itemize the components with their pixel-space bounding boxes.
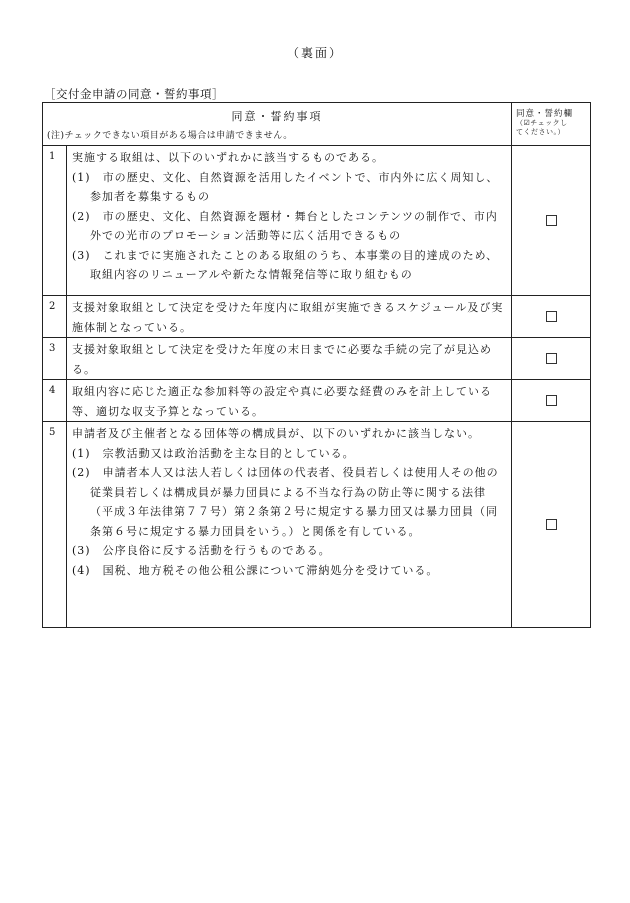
- row-content: [67, 296, 512, 338]
- check-cell: [512, 296, 591, 338]
- table-row: [43, 338, 591, 380]
- table-row: [43, 380, 591, 422]
- row-lead-text: 申請者及び主催者となる団体等の構成員が、以下のいずれかに該当しない。: [72, 427, 480, 440]
- row-number: 2: [43, 296, 67, 338]
- row-sub-item: (2) 市の歴史、文化、自然資源を題材・舞台としたコンテンツの制作で、市内外での光市のプロモーション活動等に広く活用できるもの: [72, 209, 498, 242]
- row-lead-text: 取組内容に応じた適正な参加料等の設定や真に必要な経費のみを計上している等、適切な収支予算となっている。: [72, 385, 492, 418]
- check-heading-cell: [512, 103, 591, 146]
- row-content: [67, 380, 512, 422]
- table-row: [43, 146, 591, 296]
- row-lead-text: 支援対象取組として決定を受けた年度内に取組が実施できるスケジュール及び実施体制となっている。: [72, 301, 504, 334]
- table-row: [43, 422, 591, 628]
- row-content: [67, 146, 512, 296]
- row-sub-item: (1) 宗教活動又は政治活動を主な目的としている。: [72, 446, 355, 460]
- row-number: 1: [43, 146, 67, 296]
- check-column-heading: 同意・誓約欄: [516, 109, 574, 119]
- heading-cell: [43, 103, 512, 146]
- agreement-table: [42, 102, 591, 628]
- row-sub-item: (4) 国税、地方税その他公租公課について滞納処分を受けている。: [72, 563, 439, 577]
- check-cell: [512, 146, 591, 296]
- header-note: (注)チェックできない項目がある場合は申請できません。: [47, 131, 293, 141]
- row-number: 4: [43, 380, 67, 422]
- row-sub-item: (3) 公序良俗に反する活動を行うものである。: [72, 544, 331, 557]
- section-title: ［交付金申請の同意・誓約事項］: [44, 87, 224, 101]
- agreement-checkbox[interactable]: [546, 353, 557, 364]
- row-number: 5: [43, 422, 67, 628]
- check-cell: [512, 380, 591, 422]
- row-sub-item: (1) 市の歴史、文化、自然資源を活用したイベントで、市内外に広く周知し、参加者を募集するもの: [72, 170, 499, 203]
- agreement-checkbox[interactable]: [546, 215, 557, 226]
- table-header-row: [43, 103, 591, 146]
- row-content: [67, 422, 512, 628]
- row-lead-text: 支援対象取組として決定を受けた年度の末日までに必要な手続の完了が見込める。: [72, 343, 492, 376]
- row-number: 3: [43, 338, 67, 380]
- row-lead-text: 実施する取組は、以下のいずれかに該当するものである。: [72, 151, 384, 164]
- check-cell: [512, 422, 591, 628]
- agreement-checkbox[interactable]: [546, 311, 557, 322]
- agreement-checkbox[interactable]: [546, 519, 557, 530]
- column-heading: 同意・誓約事項: [231, 110, 323, 123]
- table-row: [43, 296, 591, 338]
- agreement-checkbox[interactable]: [546, 395, 557, 406]
- check-instruction-1: （☑チェックし: [516, 119, 568, 128]
- row-sub-item: (3) これまでに実施されたことのある取組のうち、本事業の目的達成のため、取組内容のリニューアルや新たな情報発信等に取り組むもの: [72, 248, 499, 281]
- row-sub-item: (2) 申請者本人又は法人若しくは団体の代表者、役員若しくは使用人その他の従業員若しくは構成員が暴力団員による不当な行為の防止等に関する法律（平成３年法律第７７号）第２条第２号に規定する暴力団又は暴力団員（同条第６号に規定する暴力団員をいう。）と関係を有している。: [72, 466, 499, 538]
- check-cell: [512, 338, 591, 380]
- check-instruction-2: てください。）: [516, 127, 566, 136]
- page-side-label: （裏面）: [286, 46, 343, 60]
- row-content: [67, 338, 512, 380]
